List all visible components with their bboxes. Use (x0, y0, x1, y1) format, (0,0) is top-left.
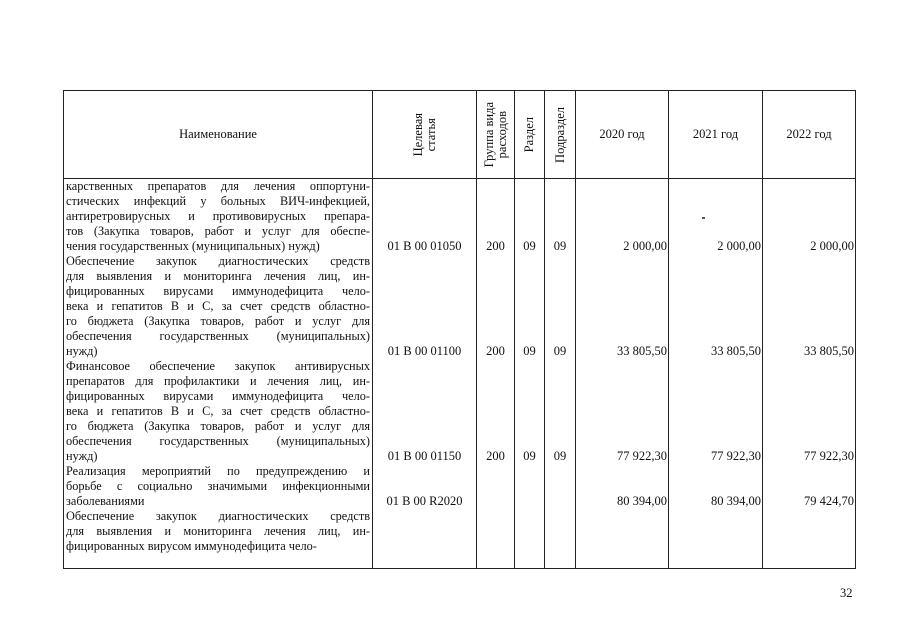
row-text-line: для выявления и мониторинга лечения лиц, ин- (66, 524, 370, 538)
cell-v2021: 2 000,00 (717, 239, 761, 253)
table-row (64, 179, 856, 569)
header-row (64, 91, 856, 179)
row-text-line: для выявления и мониторинга лечения лиц, ин- (66, 269, 370, 283)
header-group-line1: Группа вида (481, 101, 496, 168)
row-text-line: карственных препаратов для лечения оппортуни- (66, 179, 370, 193)
row-text-line: Обеспечение закупок диагностических средств (66, 509, 370, 523)
year-2022-column (763, 179, 856, 569)
header-2020: 2020 год (576, 91, 669, 179)
cell-v2020: 33 805,50 (617, 344, 667, 358)
cell-v2020: 2 000,00 (623, 239, 667, 253)
row-text-line: фицированных вирусами иммунодефицита чело- (66, 389, 370, 403)
cell-sec: 09 (523, 344, 536, 358)
cell-code: 01 В 00 01050 (387, 239, 462, 253)
header-subsection-label: Подраздел (552, 106, 567, 163)
cell-grp: 200 (486, 344, 505, 358)
header-group-line2: расходов (494, 110, 509, 159)
cell-code: 01 В 00 R2020 (386, 494, 463, 508)
row-text-line: го бюджета (Закупка товаров, работ и услуг для (66, 314, 370, 328)
row-text-line: тов (Закупка товаров, работ и услуг для обеспе- (66, 224, 370, 238)
row-text-line: Реализация мероприятий по предупреждению и (66, 464, 370, 478)
cell-v2020: 80 394,00 (617, 494, 667, 508)
row-text-line: фицированных вирусом иммунодефицита чело- (66, 539, 317, 553)
page-number: 32 (840, 586, 853, 600)
cell-v2022: 79 424,70 (804, 494, 854, 508)
cell-grp: 200 (486, 239, 505, 253)
section-column (515, 179, 545, 569)
cell-grp: 200 (486, 449, 505, 463)
row-text-line: нужд) (66, 449, 98, 463)
cell-sec: 09 (523, 239, 536, 253)
header-target-article (373, 91, 477, 179)
cell-v2022: 33 805,50 (804, 344, 854, 358)
year-2020-column (576, 179, 669, 569)
cell-v2021: 80 394,00 (711, 494, 761, 508)
header-2021: 2021 год (669, 91, 763, 179)
year-2021-column (669, 179, 763, 569)
row-text-line: чения государственных (муниципальных) нужд) (66, 239, 320, 253)
header-target-line1: Целевая (410, 112, 425, 157)
code-column (373, 179, 477, 569)
cell-v2021: 77 922,30 (711, 449, 761, 463)
header-target-line2: статья (423, 117, 438, 152)
row-text-line: века и гепатитов В и С, за счет средств областно- (66, 404, 370, 418)
header-expense-group (477, 91, 515, 179)
cell-code: 01 В 00 01100 (387, 344, 462, 358)
cell-v2022: 2 000,00 (810, 239, 854, 253)
cell-v2021: 33 805,50 (711, 344, 761, 358)
cell-sub: 09 (553, 239, 567, 253)
group-column (477, 179, 515, 569)
row-text-line: обеспечения государственных (муниципальных) (66, 329, 370, 343)
cell-sec: 09 (523, 449, 536, 463)
cell-sub: 09 (553, 344, 567, 358)
row-text-line: го бюджета (Закупка товаров, работ и услуг для (66, 419, 370, 433)
header-name: Наименование (64, 91, 373, 179)
row-text-line: заболеваниями (66, 494, 145, 508)
cell-v2022: 77 922,30 (804, 449, 854, 463)
header-2022: 2022 год (763, 91, 856, 179)
row-text-line: Обеспечение закупок диагностических средств (66, 254, 370, 268)
cell-sub: 09 (553, 449, 567, 463)
name-cell (64, 179, 373, 569)
subsection-column (545, 179, 576, 569)
row-text-line: борьбе с социально значимыми инфекционными (66, 479, 370, 493)
header-section (515, 91, 545, 179)
stray-mark (702, 217, 705, 219)
cell-code: 01 В 00 01150 (387, 449, 462, 463)
row-text-line: антиретровирусных и противовирусных препара- (66, 209, 370, 223)
row-text-line: нужд) (66, 344, 98, 358)
budget-table (63, 90, 856, 569)
row-text-line: века и гепатитов В и С, за счет средств областно- (66, 299, 370, 313)
header-section-label: Раздел (522, 116, 536, 153)
row-text-line: препаратов для профилактики и лечения лиц, ин- (66, 374, 370, 388)
name-lines (66, 179, 370, 554)
row-text-line: обеспечения государственных (муниципальных) (66, 434, 370, 448)
cell-v2020: 77 922,30 (617, 449, 667, 463)
row-text-line: стических инфекций у больных ВИЧ-инфекцией, (66, 194, 370, 208)
header-subsection (545, 91, 576, 179)
row-text-line: Финансовое обеспечение закупок антивирусных (66, 359, 370, 373)
row-text-line: фицированных вирусами иммунодефицита чело- (66, 284, 370, 298)
